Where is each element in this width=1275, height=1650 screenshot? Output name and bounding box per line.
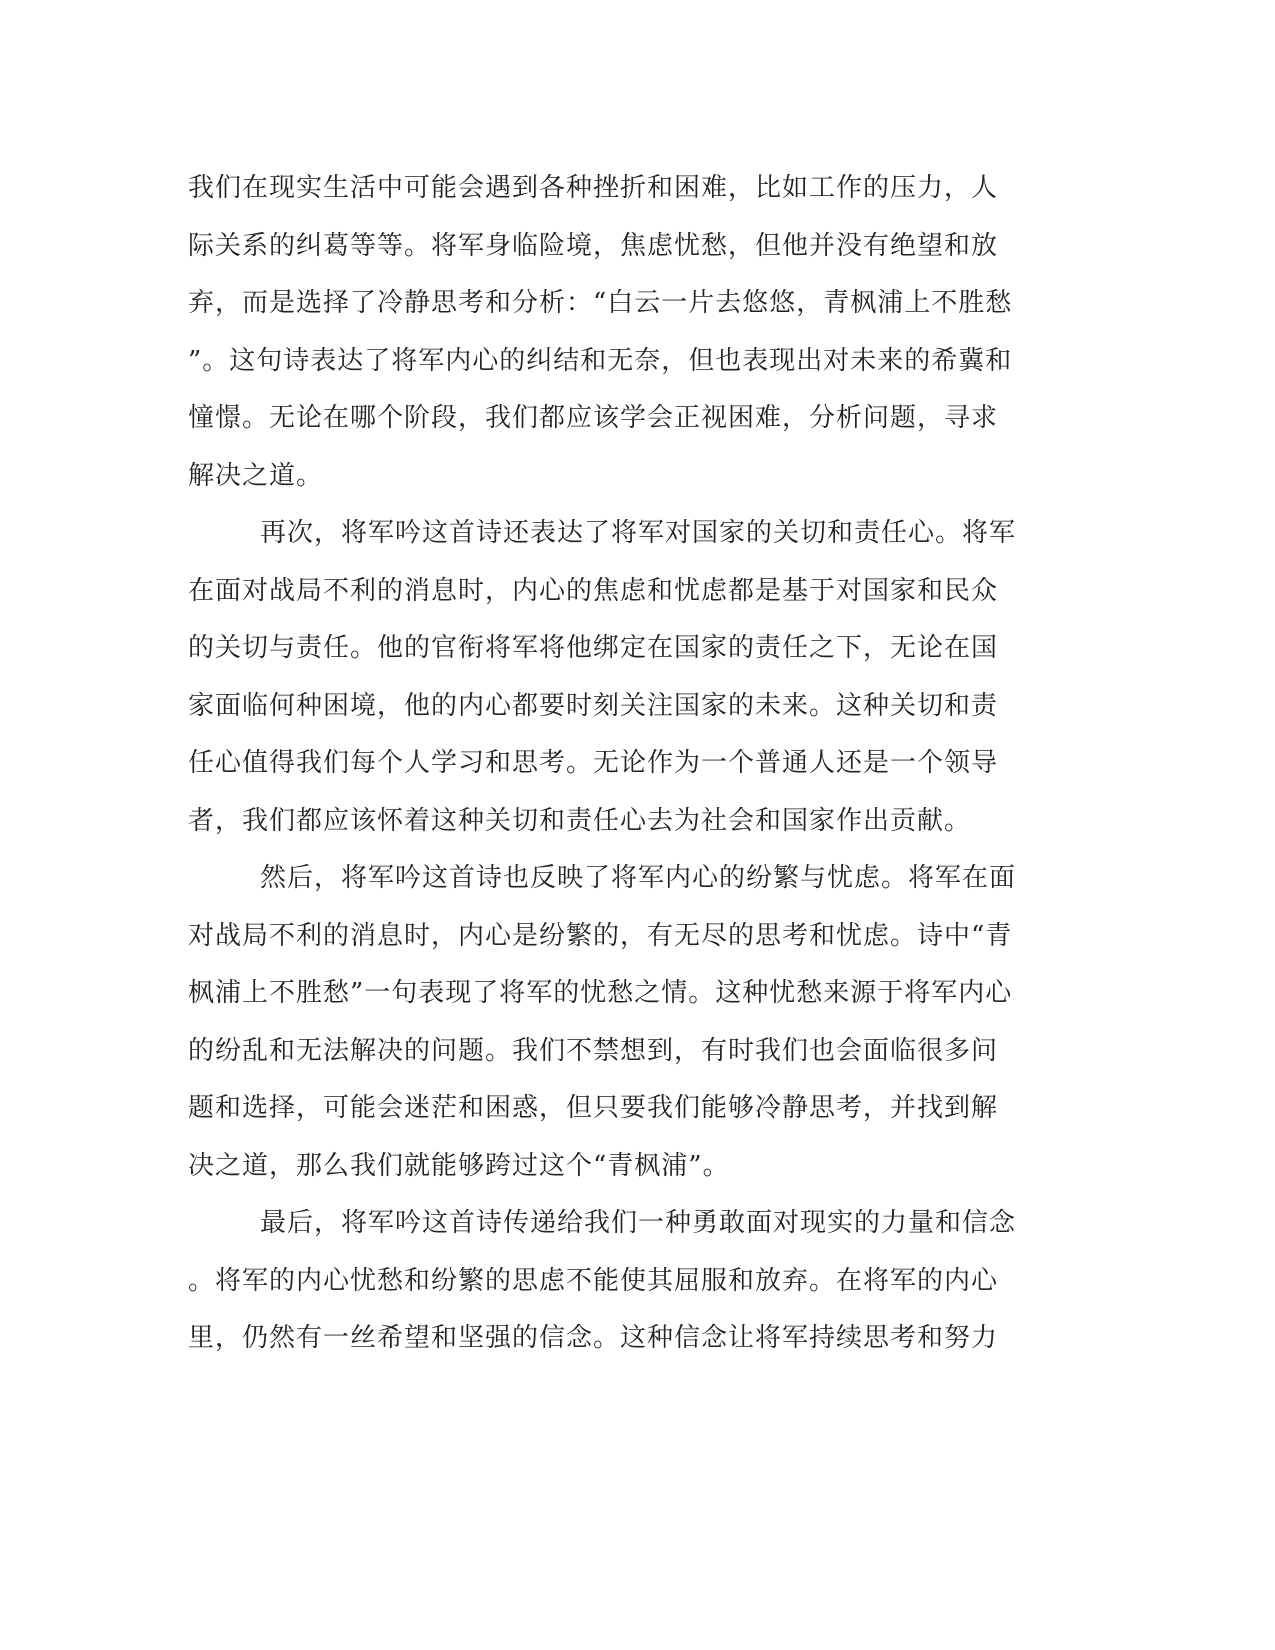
text-line: 对战局不利的消息时，内心是纷繁的，有无尽的思考和忧虑。诗中“青: [188, 920, 1013, 951]
text-line: ”。这句诗表达了将军内心的纠结和无奈，但也表现出对未来的希冀和: [188, 345, 1013, 376]
text-line: 我们在现实生活中可能会遇到各种挫折和困难，比如工作的压力，人: [188, 173, 999, 203]
text-line: 里，仍然有一丝希望和坚强的信念。这种信念让将军持续思考和努力: [188, 1323, 999, 1353]
text-line: 际关系的纠葛等等。将军身临险境，焦虑忧愁，但他并没有绝望和放: [188, 230, 999, 261]
paragraph-first-line: 然后，将军吟这首诗也反映了将军内心的纷繁与忧虑。将军在面: [260, 863, 1017, 893]
body-text: [188, 160, 1068, 1368]
text-line: 。将军的内心忧愁和纷繁的思虑不能使其屈服和放弃。在将军的内心: [188, 1265, 999, 1296]
text-line: 的关切与责任。他的官衔将军将他绑定在国家的责任之下，无论在国: [188, 633, 999, 663]
text-line: 弃，而是选择了冷静思考和分析：“白云一片去悠悠，青枫浦上不胜愁: [188, 288, 1013, 318]
text-line: 在面对战局不利的消息时，内心的焦虑和忧虑都是基于对国家和民众: [188, 575, 999, 606]
paragraph-first-line: 最后，将军吟这首诗传递给我们一种勇敢面对现实的力量和信念: [260, 1208, 1017, 1238]
text-line: 者，我们都应该怀着这种关切和责任心去为社会和国家作出贡献。: [188, 805, 972, 836]
text-line: 家面临何种困境，他的内心都要时刻关注国家的未来。这种关切和责: [188, 690, 999, 721]
text-line: 的纷乱和无法解决的问题。我们不禁想到，有时我们也会面临很多问: [188, 1035, 999, 1066]
text-line: 题和选择，可能会迷茫和困惑，但只要我们能够冷静思考，并找到解: [188, 1093, 999, 1123]
paragraph-first-line: 再次，将军吟这首诗还表达了将军对国家的关切和责任心。将军: [260, 518, 1017, 548]
text-line: 憧憬。无论在哪个阶段，我们都应该学会正视困难，分析问题，寻求: [188, 403, 999, 433]
text-line: 任心值得我们每个人学习和思考。无论作为一个普通人还是一个领导: [188, 748, 999, 778]
text-line: 枫浦上不胜愁”一句表现了将军的忧愁之情。这种忧愁来源于将军内心: [188, 978, 1013, 1008]
text-line: 决之道，那么我们就能够跨过这个“青枫浦”。: [188, 1150, 730, 1181]
text-line: 解决之道。: [188, 460, 324, 491]
